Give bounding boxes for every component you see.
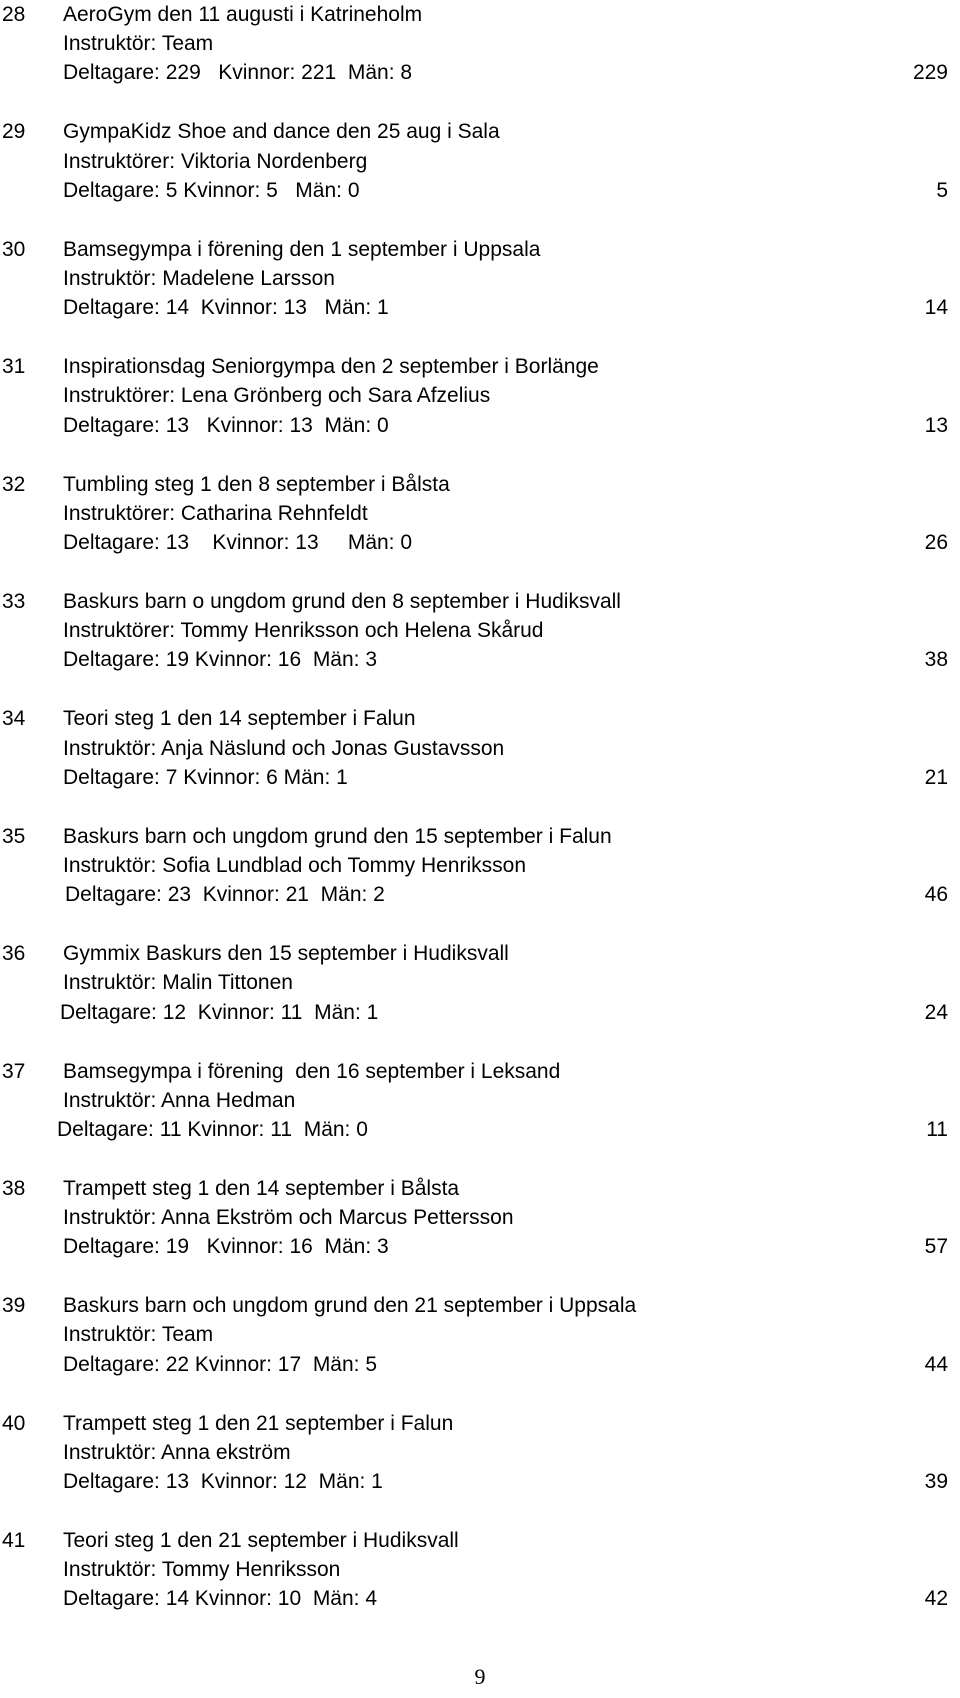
course-title: Gymmix Baskurs den 15 september i Hudiksvall	[63, 942, 509, 966]
instructor-line	[0, 264, 960, 293]
course-title: Teori steg 1 den 14 september i Falun	[63, 707, 416, 731]
title-line	[0, 822, 960, 851]
participants-line	[0, 1584, 960, 1613]
entry-total: 13	[924, 413, 948, 437]
instructor-text: Instruktör: Malin Tittonen	[63, 971, 293, 995]
title-line	[0, 939, 960, 968]
participants-line	[0, 411, 960, 440]
title-line	[0, 1526, 960, 1555]
entry-number: 31	[2, 355, 26, 379]
course-entry	[0, 939, 960, 1056]
entry-number: 41	[2, 1529, 26, 1553]
instructor-line	[0, 29, 960, 58]
entry-number: 40	[2, 1411, 26, 1435]
entry-number: 37	[2, 1059, 26, 1083]
instructor-line	[0, 1438, 960, 1467]
participants-line	[0, 1467, 960, 1496]
course-entry	[0, 1174, 960, 1291]
entry-number: 30	[2, 237, 26, 261]
instructor-text: Instruktörer: Viktoria Nordenberg	[63, 149, 368, 173]
entry-total: 42	[924, 1587, 948, 1611]
title-line	[0, 1291, 960, 1320]
instructor-text: Instruktör: Madelene Larsson	[63, 266, 335, 290]
instructor-line	[0, 1203, 960, 1232]
course-entry	[0, 0, 960, 117]
instructor-text: Instruktör: Team	[63, 1323, 214, 1347]
entry-total: 38	[924, 648, 948, 672]
participants-text: Deltagare: 11 Kvinnor: 11 Män: 0	[57, 1117, 368, 1141]
entry-total: 46	[924, 883, 948, 907]
entry-number: 35	[2, 824, 26, 848]
course-title: Baskurs barn o ungdom grund den 8 september i Hudiksvall	[63, 589, 621, 613]
entry-number: 33	[2, 589, 26, 613]
course-entry	[0, 235, 960, 352]
course-entry	[0, 822, 960, 939]
instructor-line	[0, 1086, 960, 1115]
title-line	[0, 352, 960, 381]
title-line	[0, 235, 960, 264]
entry-number: 28	[2, 3, 26, 26]
course-title: Bamsegympa i förening den 16 september i Leksand	[63, 1059, 561, 1083]
participants-text: Deltagare: 19 Kvinnor: 16 Män: 3	[63, 1235, 389, 1259]
entry-number: 34	[2, 707, 26, 731]
instructor-line	[0, 499, 960, 528]
course-entry	[0, 352, 960, 469]
instructor-line	[0, 1320, 960, 1349]
entry-total: 21	[924, 765, 948, 789]
instructor-line	[0, 1555, 960, 1584]
participants-text: Deltagare: 23 Kvinnor: 21 Män: 2	[65, 883, 385, 907]
entry-total: 14	[924, 296, 948, 320]
course-entry	[0, 1409, 960, 1526]
participants-text: Deltagare: 12 Kvinnor: 11 Män: 1	[60, 1000, 379, 1024]
participants-line	[0, 293, 960, 322]
participants-text: Deltagare: 14 Kvinnor: 13 Män: 1	[63, 296, 389, 320]
entry-total: 11	[926, 1117, 948, 1141]
instructor-text: Instruktörer: Tommy Henriksson och Helena Skårud	[63, 619, 544, 643]
participants-text: Deltagare: 13 Kvinnor: 13 Män: 0	[63, 413, 389, 437]
instructor-text: Instruktör: Anna ekström	[63, 1440, 291, 1464]
title-line	[0, 1409, 960, 1438]
instructor-line	[0, 968, 960, 997]
participants-line	[0, 1232, 960, 1261]
course-entry	[0, 1526, 960, 1643]
instructor-text: Instruktör: Team	[63, 32, 214, 56]
entry-total: 57	[924, 1235, 948, 1259]
participants-text: Deltagare: 13 Kvinnor: 12 Män: 1	[63, 1470, 383, 1494]
participants-text: Deltagare: 5 Kvinnor: 5 Män: 0	[63, 178, 360, 202]
participants-line	[0, 763, 960, 792]
entry-number: 39	[2, 1294, 26, 1318]
entry-total: 24	[924, 1000, 948, 1024]
title-line	[0, 0, 960, 29]
entry-total: 44	[924, 1352, 948, 1376]
course-title: AeroGym den 11 augusti i Katrineholm	[63, 3, 423, 26]
instructor-line	[0, 147, 960, 176]
entry-number: 29	[2, 120, 26, 144]
course-title: Tumbling steg 1 den 8 september i Bålsta	[63, 472, 450, 496]
entry-total: 5	[936, 178, 948, 202]
participants-text: Deltagare: 14 Kvinnor: 10 Män: 4	[63, 1587, 378, 1611]
course-entry	[0, 587, 960, 704]
title-line	[0, 704, 960, 733]
participants-line	[0, 880, 960, 909]
participants-text: Deltagare: 7 Kvinnor: 6 Män: 1	[63, 765, 348, 789]
course-entry	[0, 1057, 960, 1174]
participants-text: Deltagare: 22 Kvinnor: 17 Män: 5	[63, 1352, 378, 1376]
course-title: Baskurs barn och ungdom grund den 15 september i Falun	[63, 824, 612, 848]
instructor-text: Instruktör: Sofia Lundblad och Tommy Henriksson	[63, 853, 527, 877]
participants-line	[0, 1350, 960, 1379]
participants-line	[0, 528, 960, 557]
instructor-text: Instruktör: Anna Hedman	[63, 1088, 296, 1112]
course-title: Trampett steg 1 den 21 september i Falun	[63, 1411, 454, 1435]
entry-number: 32	[2, 472, 26, 496]
participants-text: Deltagare: 229 Kvinnor: 221 Män: 8	[63, 61, 413, 85]
instructor-text: Instruktörer: Lena Grönberg och Sara Afzelius	[63, 384, 491, 408]
course-title: Teori steg 1 den 21 september i Hudiksvall	[63, 1529, 459, 1553]
instructor-line	[0, 381, 960, 410]
entry-number: 36	[2, 942, 26, 966]
course-entry	[0, 704, 960, 821]
course-entry	[0, 117, 960, 234]
page-number: 9	[474, 1664, 486, 1689]
instructor-text: Instruktörer: Catharina Rehnfeldt	[63, 501, 368, 525]
participants-text: Deltagare: 13 Kvinnor: 13 Män: 0	[63, 530, 413, 554]
course-title: Trampett steg 1 den 14 september i Bålsta	[63, 1176, 460, 1200]
course-title: Baskurs barn och ungdom grund den 21 september i Uppsala	[63, 1294, 637, 1318]
participants-line	[0, 998, 960, 1027]
course-entry	[0, 470, 960, 587]
instructor-text: Instruktör: Tommy Henriksson	[63, 1558, 341, 1582]
title-line	[0, 587, 960, 616]
participants-text: Deltagare: 19 Kvinnor: 16 Män: 3	[63, 648, 378, 672]
entry-number: 38	[2, 1176, 26, 1200]
title-line	[0, 1057, 960, 1086]
title-line	[0, 470, 960, 499]
participants-line	[0, 645, 960, 674]
title-line	[0, 1174, 960, 1203]
instructor-text: Instruktör: Anja Näslund och Jonas Gustavsson	[63, 736, 505, 760]
course-entry	[0, 1291, 960, 1408]
instructor-line	[0, 851, 960, 880]
participants-line	[0, 176, 960, 205]
instructor-line	[0, 616, 960, 645]
course-title: GympaKidz Shoe and dance den 25 aug i Sala	[63, 120, 500, 144]
course-title: Bamsegympa i förening den 1 september i Uppsala	[63, 237, 541, 261]
entry-total: 229	[912, 61, 948, 85]
participants-line	[0, 58, 960, 87]
instructor-line	[0, 734, 960, 763]
entry-total: 39	[924, 1470, 948, 1494]
title-line	[0, 117, 960, 146]
instructor-text: Instruktör: Anna Ekström och Marcus Pettersson	[63, 1206, 514, 1230]
participants-line	[0, 1115, 960, 1144]
course-title: Inspirationsdag Seniorgympa den 2 september i Borlänge	[63, 355, 599, 379]
entry-total: 26	[924, 530, 948, 554]
